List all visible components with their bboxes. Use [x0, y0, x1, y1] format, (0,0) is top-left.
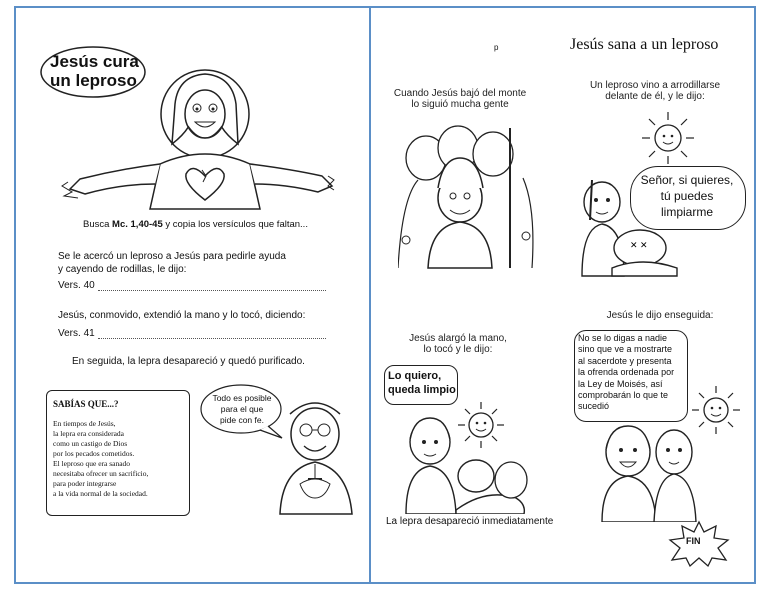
jesus-illustration	[60, 64, 335, 214]
panel1-caption: Cuando Jesús bajó del monte lo siguió mucha gente	[393, 88, 527, 110]
bottom-caption: La lepra desapareció inmediatamente	[386, 516, 554, 527]
panel3-jesus-touching-illustration	[396, 410, 536, 514]
sabias-body: En tiempos de Jesús, la lepra era considerada como un castigo de Dios por los pecados cometidos. El leproso que era sanado necesitaba ofrecer un sacrificio, para poder integrarse a la vida normal de la sociedad.	[53, 419, 149, 498]
pope-bubble-text: Todo es posible para el que pide con fe.	[212, 393, 272, 425]
page-mark: p	[494, 43, 499, 52]
fin-label: FIN	[686, 536, 701, 546]
sun-icon	[640, 110, 696, 166]
panel2-leper-kneeling-illustration	[572, 176, 682, 280]
busca-instruction: Busca Mc. 1,40-45 y copia los versículos que faltan...	[83, 219, 308, 230]
panel4-jesus-and-healed-man-illustration	[594, 418, 706, 522]
page-divider	[369, 6, 371, 584]
sabias-title: SABÍAS QUE...?	[53, 399, 119, 409]
verse40-label: Vers. 40	[58, 280, 95, 291]
right-title: Jesús sana a un leproso	[570, 36, 719, 53]
verse40-intro: Se le acercó un leproso a Jesús para pedirle ayuda y cayendo de rodillas, le dijo:	[58, 251, 286, 275]
panel2-bubble-text: Señor, si quieres, tú puedes limpiarme	[640, 173, 734, 219]
verse40-answer-line[interactable]	[98, 290, 326, 291]
pope-illustration	[270, 394, 365, 518]
panel1-crowd-illustration	[398, 118, 538, 270]
panel3-bubble-text: Lo quiero, queda limpio	[388, 370, 456, 396]
verse41-label: Vers. 41	[58, 328, 95, 339]
panel3-caption: Jesús alargó la mano, lo tocó y le dijo:	[409, 333, 507, 355]
verse41-answer-line[interactable]	[98, 338, 326, 339]
panel4-caption: Jesús le dijo enseguida:	[606, 310, 714, 321]
verse41-intro: Jesús, conmovido, extendió la mano y lo tocó, diciendo:	[58, 310, 306, 321]
sabias-que-box	[46, 390, 190, 516]
panel4-bubble-text: No se lo digas a nadie sino que ve a mostrarte al sacerdote y presenta la ofrenda ordenada por la Ley de Moisés, así comprobarán lo que te sucedió	[578, 333, 675, 412]
closing-text: En seguida, la lepra desapareció y quedó purificado.	[72, 356, 305, 367]
left-title: Jesús cura un leproso	[50, 52, 139, 90]
svg-text:✕ ✕: ✕ ✕	[630, 240, 648, 250]
panel2-caption: Un leproso vino a arrodillarse delante de él, y le dijo:	[589, 80, 721, 102]
